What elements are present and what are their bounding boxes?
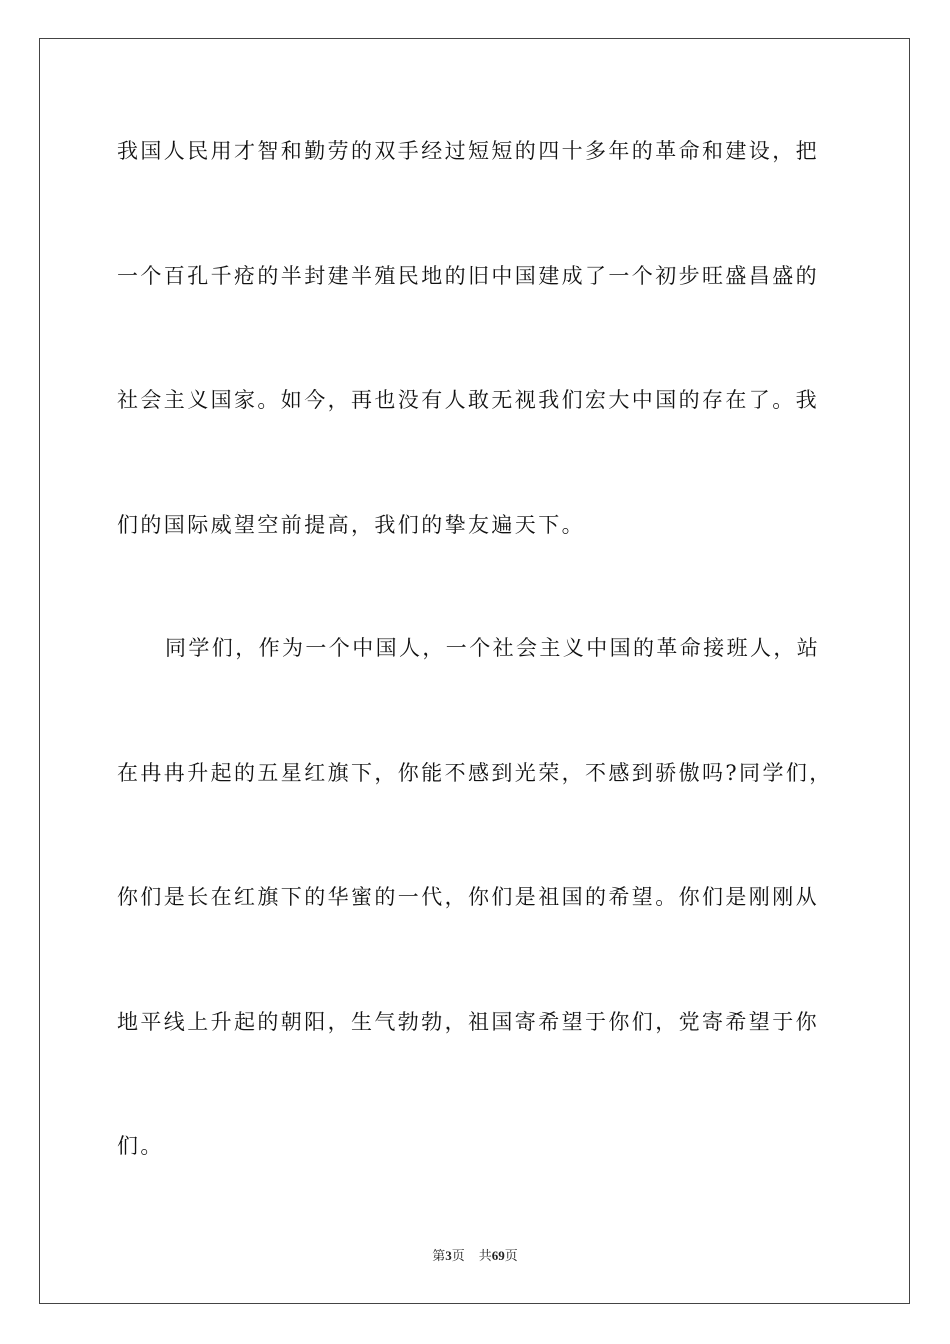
footer-total-pages: 69 <box>491 1248 505 1263</box>
body-line-5-paragraph-start: 同学们，作为一个中国人，一个社会主义中国的革命接班人，站 <box>165 636 821 660</box>
footer-page-prefix: 第 <box>432 1249 446 1264</box>
page-frame <box>39 38 910 1304</box>
body-line-1: 我国人民用才智和勤劳的双手经过短短的四十多年的革命和建设，把 <box>117 139 819 163</box>
body-line-3: 社会主义国家。如今，再也没有人敢无视我们宏大中国的存在了。我 <box>117 388 819 412</box>
footer-total-prefix: 共 <box>478 1249 492 1264</box>
footer-page-suffix: 页 <box>451 1249 465 1264</box>
footer-total-suffix: 页 <box>504 1249 518 1264</box>
page-footer <box>0 1247 950 1266</box>
body-line-6: 在冉冉升起的五星红旗下，你能不感到光荣，不感到骄傲吗?同学们， <box>117 761 833 785</box>
body-line-2: 一个百孔千疮的半封建半殖民地的旧中国建成了一个初步旺盛昌盛的 <box>117 264 819 288</box>
body-line-7: 你们是长在红旗下的华蜜的一代，你们是祖国的希望。你们是刚刚从 <box>117 885 819 909</box>
footer-page-number: 3 <box>445 1248 452 1263</box>
body-line-8: 地平线上升起的朝阳，生气勃勃，祖国寄希望于你们，党寄希望于你 <box>117 1010 819 1034</box>
body-line-9: 们。 <box>117 1134 164 1158</box>
body-line-4: 们的国际威望空前提高，我们的挚友遍天下。 <box>117 513 585 537</box>
